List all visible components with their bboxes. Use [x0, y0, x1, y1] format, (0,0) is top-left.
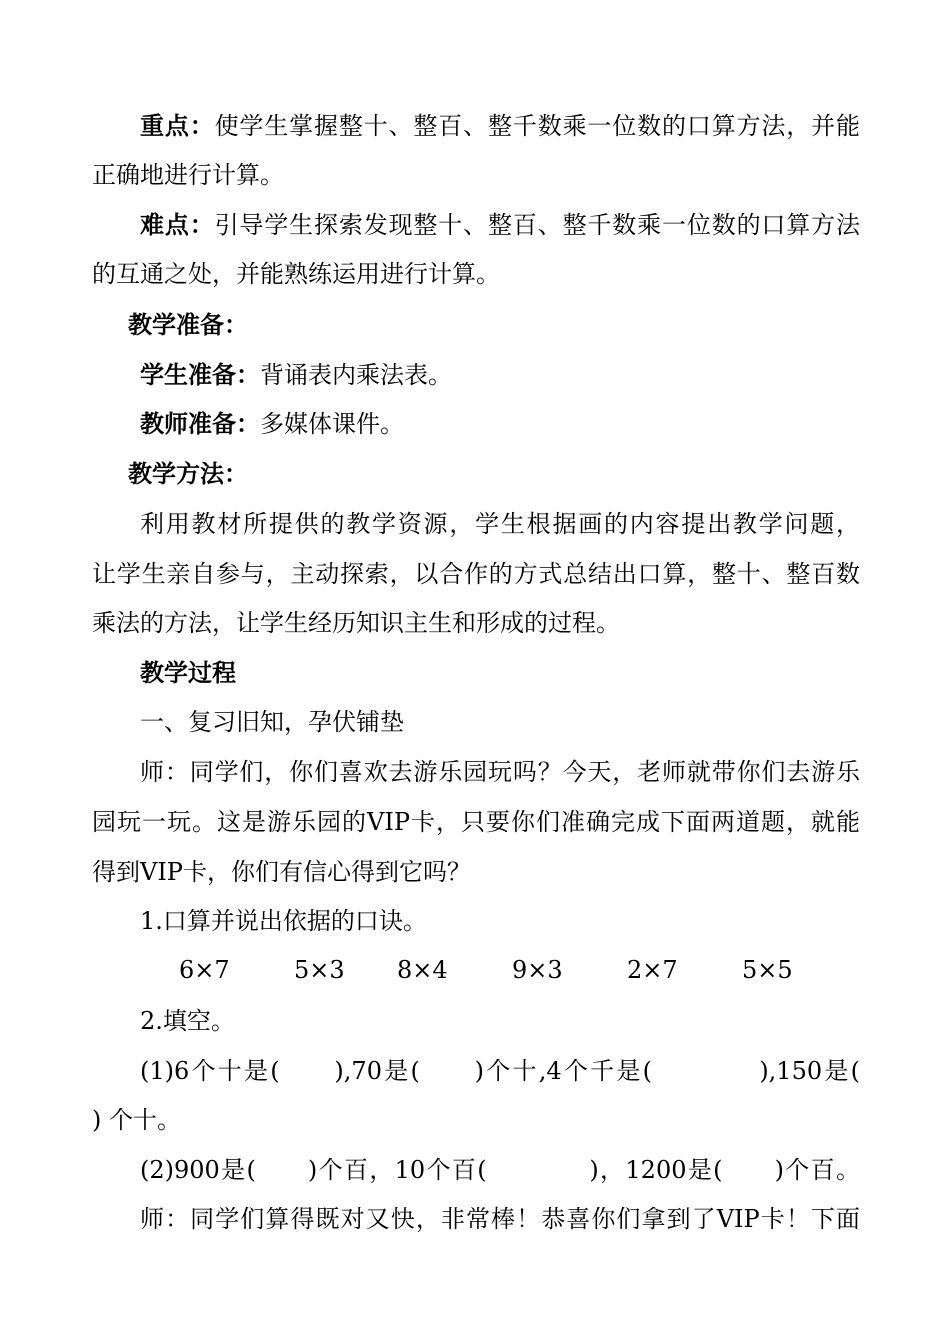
student-prep-label: 学生准备：	[140, 360, 260, 389]
difficult-point-line-1	[140, 209, 860, 241]
teacher-prep-label: 教师准备：	[140, 409, 260, 438]
question-2: 2.填空。	[140, 1007, 235, 1035]
fill-blank-1-line-1: (1)6个十是( ),70是( )个十,4个千是( ),150是(	[140, 1057, 860, 1085]
key-point-line-2: 正确地进行计算。	[92, 161, 284, 189]
difficult-point-text: 引导学生探索发现整十、整百、整千数乘一位数的口算方法	[214, 211, 861, 239]
oral-calc-item: 5×5	[742, 956, 793, 984]
section-1-heading: 一、复习旧知，孕伏铺垫	[140, 708, 404, 736]
oral-calc-item: 6×7	[179, 956, 230, 984]
question-1: 1.口算并说出依据的口诀。	[140, 907, 427, 935]
method-line-3: 乘法的方法，让学生经历知识主生和形成的过程。	[92, 609, 620, 637]
teacher-prep-text: 多媒体课件。	[260, 410, 404, 438]
teacher-speech-1-line-3: 得到VIP卡，你们有信心得到它吗？	[92, 858, 471, 886]
method-heading: 教学方法：	[128, 459, 248, 488]
key-point-label: 重点：	[140, 111, 215, 140]
process-heading: 教学过程	[140, 658, 236, 687]
student-prep	[140, 359, 452, 391]
oral-calc-item: 8×4	[397, 956, 448, 984]
oral-calc-item: 2×7	[627, 956, 678, 984]
method-line-1: 利用教材所提供的教学资源，学生根据画的内容提出教学问题，	[140, 510, 860, 538]
fill-blank-2: (2)900是( )个百，10个百( )，1200是( )个百。	[140, 1156, 860, 1184]
teacher-speech-1-line-2: 园玩一玩。这是游乐园的VIP卡，只要你们准确完成下面两道题，就能	[92, 808, 860, 836]
key-point-line-1	[140, 110, 860, 142]
fill-blank-1-line-2: ) 个十。	[92, 1106, 181, 1134]
teacher-speech-1-line-1: 师：同学们，你们喜欢去游乐园玩吗？今天，老师就带你们去游乐	[140, 758, 860, 786]
teacher-prep	[140, 408, 404, 440]
student-prep-text: 背诵表内乘法表。	[260, 361, 452, 389]
prep-heading: 教学准备：	[128, 310, 248, 339]
oral-calc-item: 9×3	[512, 956, 563, 984]
oral-calc-item: 5×3	[294, 956, 345, 984]
method-line-2: 让学生亲自参与，主动探索，以合作的方式总结出口算，整十、整百数	[92, 560, 860, 588]
teacher-speech-2: 师：同学们算得既对又快，非常棒！恭喜你们拿到了VIP卡！下面	[140, 1205, 860, 1233]
key-point-text: 使学生掌握整十、整百、整千数乘一位数的口算方法，并能	[214, 112, 861, 140]
difficult-point-label: 难点：	[140, 210, 215, 239]
difficult-point-line-2: 的互通之处，并能熟练运用进行计算。	[92, 260, 500, 288]
oral-calc-row	[92, 954, 860, 986]
